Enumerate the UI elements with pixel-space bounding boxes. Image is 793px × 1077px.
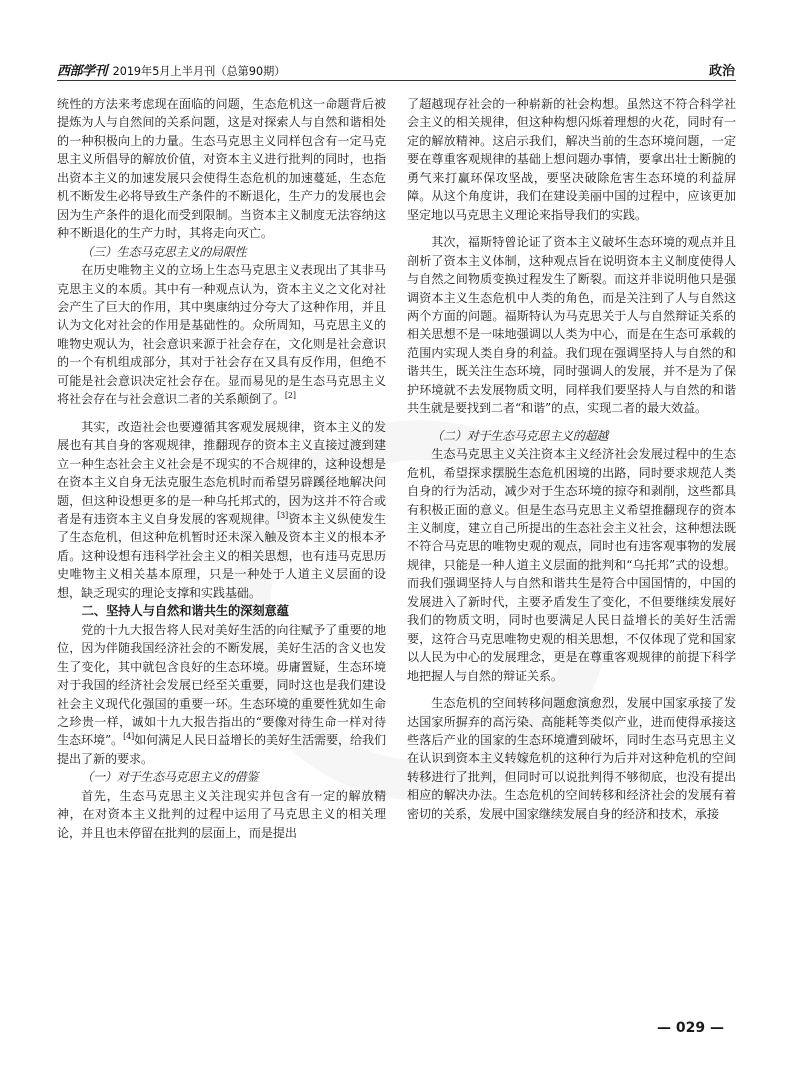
paragraph: 生态危机的空间转移问题愈演愈烈，发展中国家承接了发达国家所摒弃的高污染、高能耗等类似产业，进而使得承接这些落后产业的国家的生态环境遭到破坏，同时生态马克思主义在认识到资本主义转嫁危机的这种行为后并对这种危机的空间转移进行了批判，但同时可以说批判得不够彻底，也没有提出相应的解决办法。生态危机的空间转移和经济社会的发展有着密切的关系，发展中国家继续发展自身的经济和技术，承接 <box>407 696 736 821</box>
paragraph: 其次，福斯特曾论证了资本主义破坏生态环境的观点并且剖析了资本主义体制，这种观点旨在说明资本主义制度使得人与自然之间物质变换过程发生了断裂。而这并非说明他只是强调资本主义生态危机中人类的角色，而是关注到了人与自然这两个方面的问题。福斯特认为马克思关于人与自然辩证关系的相关思想不是一味地强调以人类为中心，而是在生态可承载的范围内实现人类自身的利益。我们现在强调坚持人与自然的和谐共生，既关注生态环境，同时强调人的发展，并不是为了保护环境就不去发展物质文明，同样我们要坚持人与自然的和谐共生就是要找到二者“和谐”的点，实现二者的最大效益。 <box>407 235 736 416</box>
page-number: — 029 — <box>657 1020 724 1036</box>
citation-ref: [2] <box>284 391 296 401</box>
issue-info: 2019年5月上半月刊（总第90期） <box>112 65 286 78</box>
paragraph: 了超越现存社会的一种崭新的社会构想。虽然这不符合科学社会主义的相关规律，但这种构想闪烁着理想的火花，同时有一定的解放精神。这启示我们，解决当前的生态环境问题，一定要在尊重客观规律的基础上想问题办事情，要拿出壮士断腕的勇气来打赢环保攻坚战，要坚决破除危害生态环境的利益屏障。从这个角度讲，我们在建设美丽中国的过程中，应该更加坚定地以马克思主义理论来指导我们的实践。 <box>407 97 736 222</box>
subsection-heading: （二）对于生态马克思主义的超越 <box>431 428 609 443</box>
header-rule <box>57 80 736 81</box>
section-heading: 二、坚持人与自然和谐共生的深刻意蕴 <box>81 604 289 619</box>
paragraph-text: 如何满足人民日益增长的美好生活需要，给我们提出了新的要求。 <box>57 733 386 766</box>
paragraph-text: 资本主义纵使发生了生态危机，但这种危机暂时还未深入触及资本主义的根本矛盾。这种设想有违科学社会主义的相关思想，也有违马克思历史唯物主义相关基本原理，只是一种处于人道主义层面的设想，缺乏现实的理论支撑和实践基础。 <box>57 511 387 600</box>
subsection-heading: （一）对于生态马克思主义的借鉴 <box>81 770 259 785</box>
paragraph <box>57 621 386 769</box>
section-label: 政治 <box>708 64 735 79</box>
paragraph-text: 在历史唯物主义的立场上生态马克思主义表现出了其非马克思主义的本质。其中有一种观点认为，资本主义之文化对社会产生了巨大的作用，其中奥康纳过分夸大了这种作用，并且认为文化对社会的作用是基础性的。众所周知，马克思主义的唯物史观认为，社会意识来源于社会存在，文化则是社会意识的一个有机组成部分，其对于社会存在又具有反作用，但绝不可能是社会意识决定社会存在。显而易见的是生态马克思主义将社会存在与社会意识二者的关系颠倒了。 <box>57 263 386 407</box>
paragraph-text: 党的十九大报告将人民对美好生活的向往赋予了重要的地位，因为伴随我国经济社会的不断发展，美好生活的含义也发生了变化，其中就包含良好的生态环境。毋庸置疑，生态环境对于我国的经济社会发展已经至关重要，同时这也是我们建设社会主义现代化强国的重要一环。生态环境的重要性犹如生命之珍贵一样，诚如十九大报告指出的“要像对待生命一样对待生态环境”。 <box>57 622 386 748</box>
paragraph <box>57 418 386 603</box>
left-column <box>57 95 386 842</box>
right-column <box>407 95 736 823</box>
subsection-heading: （三）生态马克思主义的局限性 <box>81 244 247 259</box>
paragraph <box>57 261 386 409</box>
paragraph: 生态马克思主义关注资本主义经济社会发展过程中的生态危机，希望探求摆脱生态危机困境的出路，同时要求规范人类自身的行为活动，减少对于生态环境的掠夺和剥削，这些都具有积极正面的意义。但是生态马克思主义希望推翻现存的资本主义制度，建立自己所提出的生态社会主义社会，这种想法既不符合马克思的唯物史观的观点，同时也有违客观事物的发展规律，只能是一种人道主义层面的批判和“乌托邦”式的设想。而我们强调坚持人与自然和谐共生是符合中国国情的，中国的发展进入了新时代，主要矛盾发生了变化，不但要继续发展好我们的物质文明，同时也要满足人民日益增长的美好生活需要，这符合马克思唯物史观的相关思想，不仅体现了党和国家以人民为中心的发展理念，更是在尊重客观规律的前提下科学地把握人与自然的辩证关系。 <box>407 447 736 683</box>
paragraph: 首先，生态马克思主义关注现实并包含有一定的解放精神，在对资本主义批判的过程中运用了马克思主义的相关理论，并且也未停留在批判的层面上，而是提出 <box>57 788 386 840</box>
citation-ref: [4] <box>123 732 135 742</box>
paragraph: 统性的方法来考虑现在面临的问题，生态危机这一命题背后被提炼为人与自然间的关系问题，这是对探索人与自然和谐相处的一种积极向上的力量。生态马克思主义同样包含有一定马克思主义所倡导的解放价值，对资本主义进行批判的同时，也指出资本主义的加速发展只会使得生态危机的加速蔓延，生态危机不断发生必将导致生产条件的不断退化，生产力的发展也会因为生产条件的退化而受到限制。当资本主义制度无法容纳这种不断退化的生产力时，其将走向灭亡。 <box>57 97 386 241</box>
citation-ref: [3] <box>277 510 289 520</box>
journal-logo: 西部学刊 <box>57 64 108 79</box>
paragraph-text: 其实，改造社会也要遵循其客观发展规律，资本主义的发展也有其自身的客观规律，推翻现存的资本主义直接过渡到建立一种生态社会主义社会是不现实的不合规律的，这种设想是在资本主义自身无法克服生态危机时而希望另辟蹊径地解决问题，但这种设想更多的是一种乌托邦式的，因为这并不符合或者是有违资本主义自身发展的客观规律。 <box>57 419 386 526</box>
running-header <box>57 60 285 79</box>
